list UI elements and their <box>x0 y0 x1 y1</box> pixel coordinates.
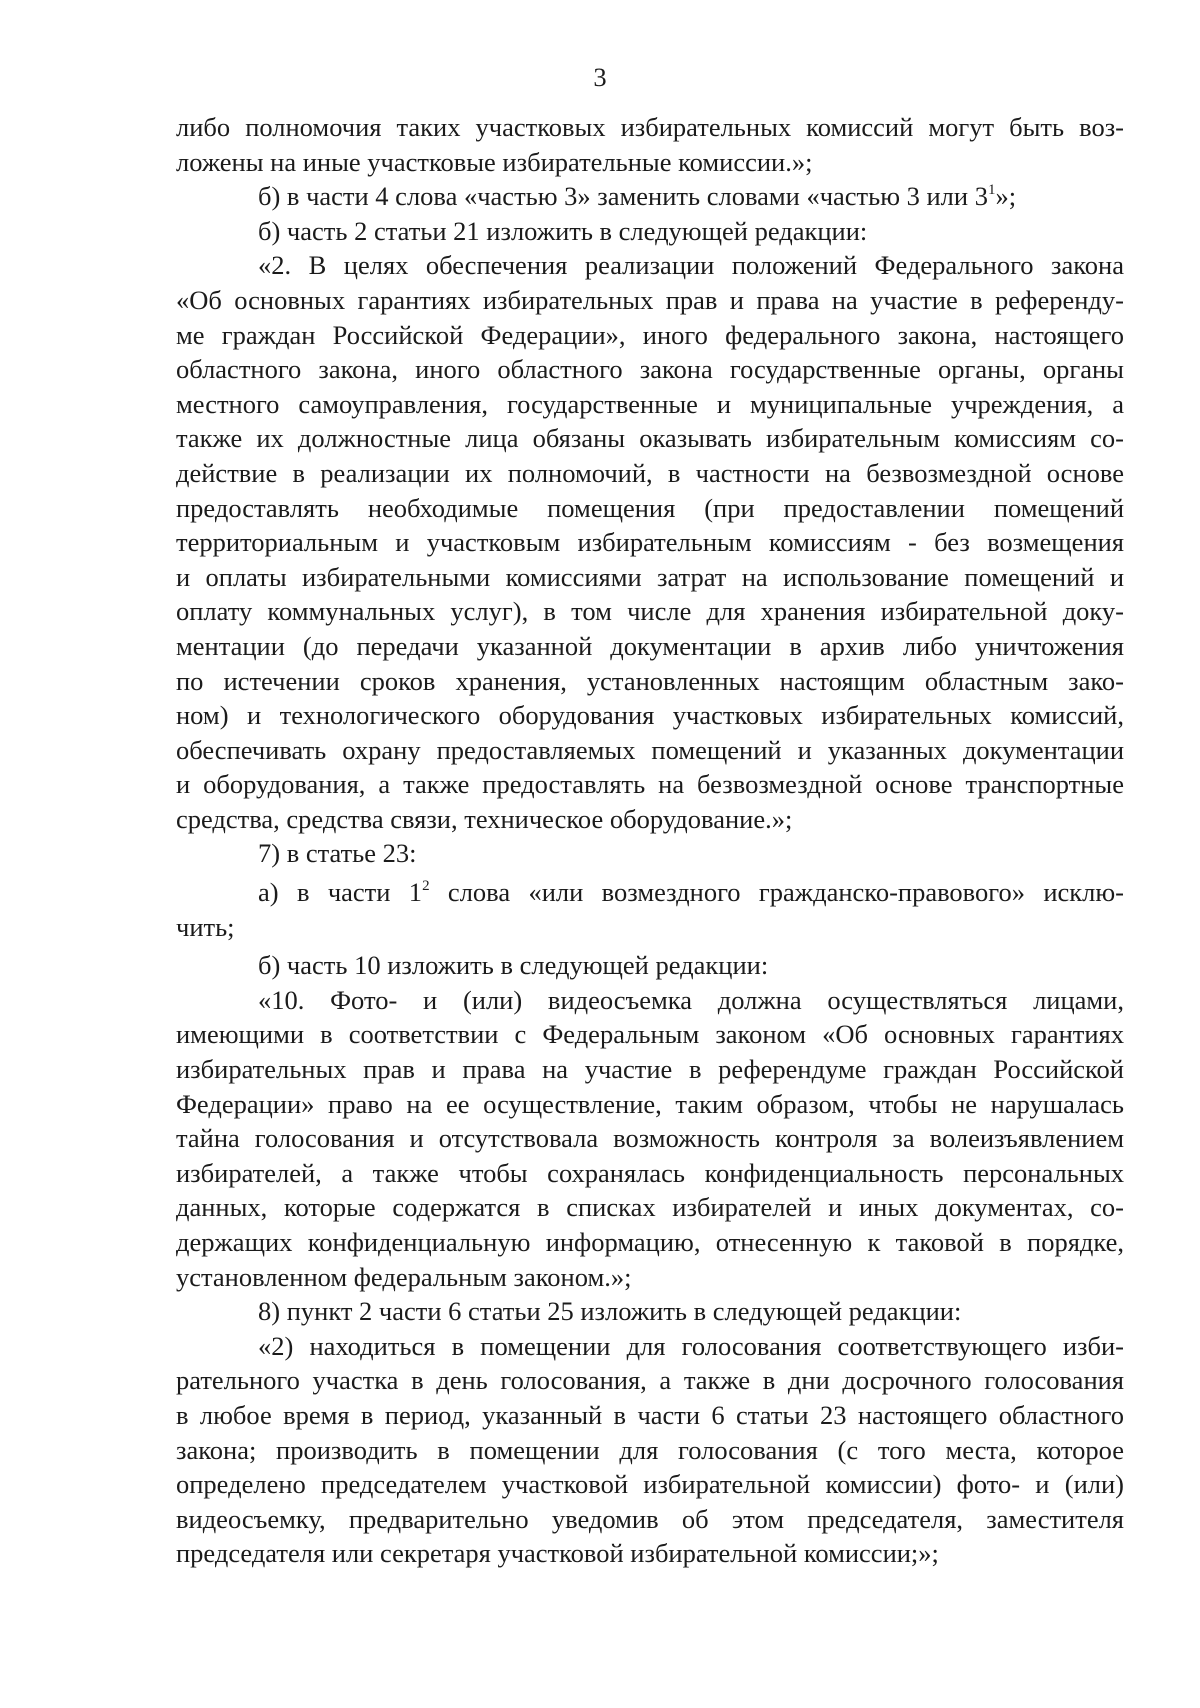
text-line-content: предоставлять необходимые помещения (при предоставлении помещений <box>176 492 1124 523</box>
text-line <box>176 456 1124 491</box>
text-line-content: местного самоуправления, государственные и муниципальные учреждения, а <box>176 388 1124 419</box>
text-line-content: имеющими в соответствии с Федеральным законом «Об основных гарантиях <box>176 1019 1124 1050</box>
text-line-content: закона; производить в помещении для голосования (с того места, которое <box>176 1434 1124 1465</box>
text-line <box>176 910 1124 945</box>
text-line-content: обеспечивать охрану предоставляемых помещений и указанных документации <box>176 734 1124 765</box>
text-line-content: действие в реализации их полномочий, в частности на безвозмездной основе <box>176 457 1124 488</box>
text-line <box>176 491 1124 526</box>
text-line-content: Федерации» право на ее осуществление, таким образом, чтобы не нарушалась <box>176 1088 1124 1119</box>
text-line-tail: слова «или возмездного гражданско-правового» исклю- <box>429 877 1124 908</box>
text-line <box>176 179 1124 214</box>
text-line-content: 8) пункт 2 части 6 статьи 25 изложить в следующей редакции: <box>258 1296 962 1327</box>
text-line-content: а) в части 1 <box>258 877 423 908</box>
text-line-content: установленном федеральным законом.»; <box>176 1261 632 1292</box>
superscript-index: 1 <box>987 182 996 199</box>
text-line-content: б) часть 2 статьи 21 изложить в следующей редакции: <box>258 215 868 246</box>
text-line <box>176 110 1124 145</box>
text-line <box>176 1190 1124 1225</box>
text-line <box>176 948 1124 983</box>
superscript-index: 2 <box>422 878 430 895</box>
text-line-content: оплату коммунальных услуг), в том числе для хранения избирательной доку- <box>176 596 1124 627</box>
text-line <box>176 248 1124 283</box>
text-line <box>176 1087 1124 1122</box>
text-line-content: ментации (до передачи указанной документации в архив либо уничтожения <box>176 630 1124 661</box>
text-line-content: тайна голосования и отсутствовала возможность контроля за волеизъявлением <box>176 1123 1124 1154</box>
text-line-content: б) в части 4 слова «частью 3» заменить словами «частью 3 или 3 <box>258 181 988 212</box>
text-line <box>176 875 1124 910</box>
text-line <box>176 283 1124 318</box>
text-line <box>176 1121 1124 1156</box>
text-line <box>176 1398 1124 1433</box>
text-line <box>176 1294 1124 1329</box>
text-line <box>176 802 1124 837</box>
text-line-content: 7) в статье 23: <box>258 838 417 869</box>
text-line-content: и оборудования, а также предоставлять на безвозмездной основе транспортные <box>176 769 1124 800</box>
text-line-content: и оплаты избирательными комиссиями затрат на использование помещений и <box>176 561 1124 592</box>
text-line-tail: »; <box>995 181 1017 212</box>
text-line-content: избирательных прав и права на участие в референдуме граждан Российской <box>176 1054 1124 1085</box>
text-line <box>176 629 1124 664</box>
text-line-content: по истечении сроков хранения, установленных настоящим областным зако- <box>176 665 1124 696</box>
text-line <box>176 983 1124 1018</box>
text-line <box>176 1467 1124 1502</box>
text-line-content: б) часть 10 изложить в следующей редакции: <box>258 950 769 981</box>
text-line <box>176 1017 1124 1052</box>
text-line-content: «2. В целях обеспечения реализации положений Федерального закона <box>258 250 1124 281</box>
document-body <box>176 110 1124 1571</box>
page-number: 3 <box>593 62 607 92</box>
text-line <box>176 664 1124 699</box>
text-line <box>176 145 1124 180</box>
text-line-content: территориальным и участковым избирательным комиссиям - без возмещения <box>176 527 1124 558</box>
text-line <box>176 1329 1124 1364</box>
text-line <box>176 594 1124 629</box>
text-line <box>176 560 1124 595</box>
text-line-content: ложены на иные участковые избирательные комиссии.»; <box>176 146 813 177</box>
text-line <box>176 1502 1124 1537</box>
text-line-content: «Об основных гарантиях избирательных прав и права на участие в референду- <box>176 284 1124 315</box>
text-line <box>176 352 1124 387</box>
text-line <box>176 836 1124 871</box>
text-line <box>176 1536 1124 1571</box>
text-line <box>176 387 1124 422</box>
text-line-content: областного закона, иного областного закона государственные органы, органы <box>176 354 1124 385</box>
text-line-content: данных, которые содержатся в списках избирателей и иных документах, со- <box>176 1192 1124 1223</box>
text-line <box>176 421 1124 456</box>
text-line-content: также их должностные лица обязаны оказывать избирательным комиссиям со- <box>176 423 1124 454</box>
text-line <box>176 1225 1124 1260</box>
text-line <box>176 767 1124 802</box>
text-line <box>176 214 1124 249</box>
text-line <box>176 525 1124 560</box>
text-line <box>176 733 1124 768</box>
text-line-content: избирателей, а также чтобы сохранялась конфиденциальность персональных <box>176 1157 1124 1188</box>
text-line <box>176 1260 1124 1295</box>
text-line-content: ме граждан Российской Федерации», иного федерального закона, настоящего <box>176 319 1124 350</box>
text-line-content: «2) находиться в помещении для голосования соответствующего изби- <box>258 1330 1124 1361</box>
text-line-content: либо полномочия таких участковых избирательных комиссий могут быть воз- <box>176 112 1124 142</box>
text-line-content: держащих конфиденциальную информацию, отнесенную к таковой в порядке, <box>176 1227 1124 1257</box>
text-line <box>176 1363 1124 1398</box>
text-line-content: председателя или секретаря участковой избирательной комиссии;»; <box>176 1538 939 1569</box>
text-line <box>176 1156 1124 1191</box>
text-line-content: чить; <box>176 911 235 942</box>
text-line-content: ном) и технологического оборудования участковых избирательных комиссий, <box>176 700 1124 731</box>
text-line-content: определено председателем участковой избирательной комиссии) фото- и (или) <box>176 1469 1124 1500</box>
text-line <box>176 1052 1124 1087</box>
text-line <box>176 318 1124 353</box>
text-line-content: средства, средства связи, техническое оборудование.»; <box>176 803 793 834</box>
text-line-content: рательного участка в день голосования, а также в дни досрочного голосования <box>176 1365 1124 1396</box>
text-line-content: «10. Фото- и (или) видеосъемка должна осуществляться лицами, <box>258 984 1124 1015</box>
text-line <box>176 1433 1124 1468</box>
text-line <box>176 698 1124 733</box>
text-line-content: видеосъемку, предварительно уведомив об этом председателя, заместителя <box>176 1503 1124 1534</box>
text-line-content: в любое время в период, указанный в части 6 статьи 23 настоящего областного <box>176 1399 1124 1430</box>
